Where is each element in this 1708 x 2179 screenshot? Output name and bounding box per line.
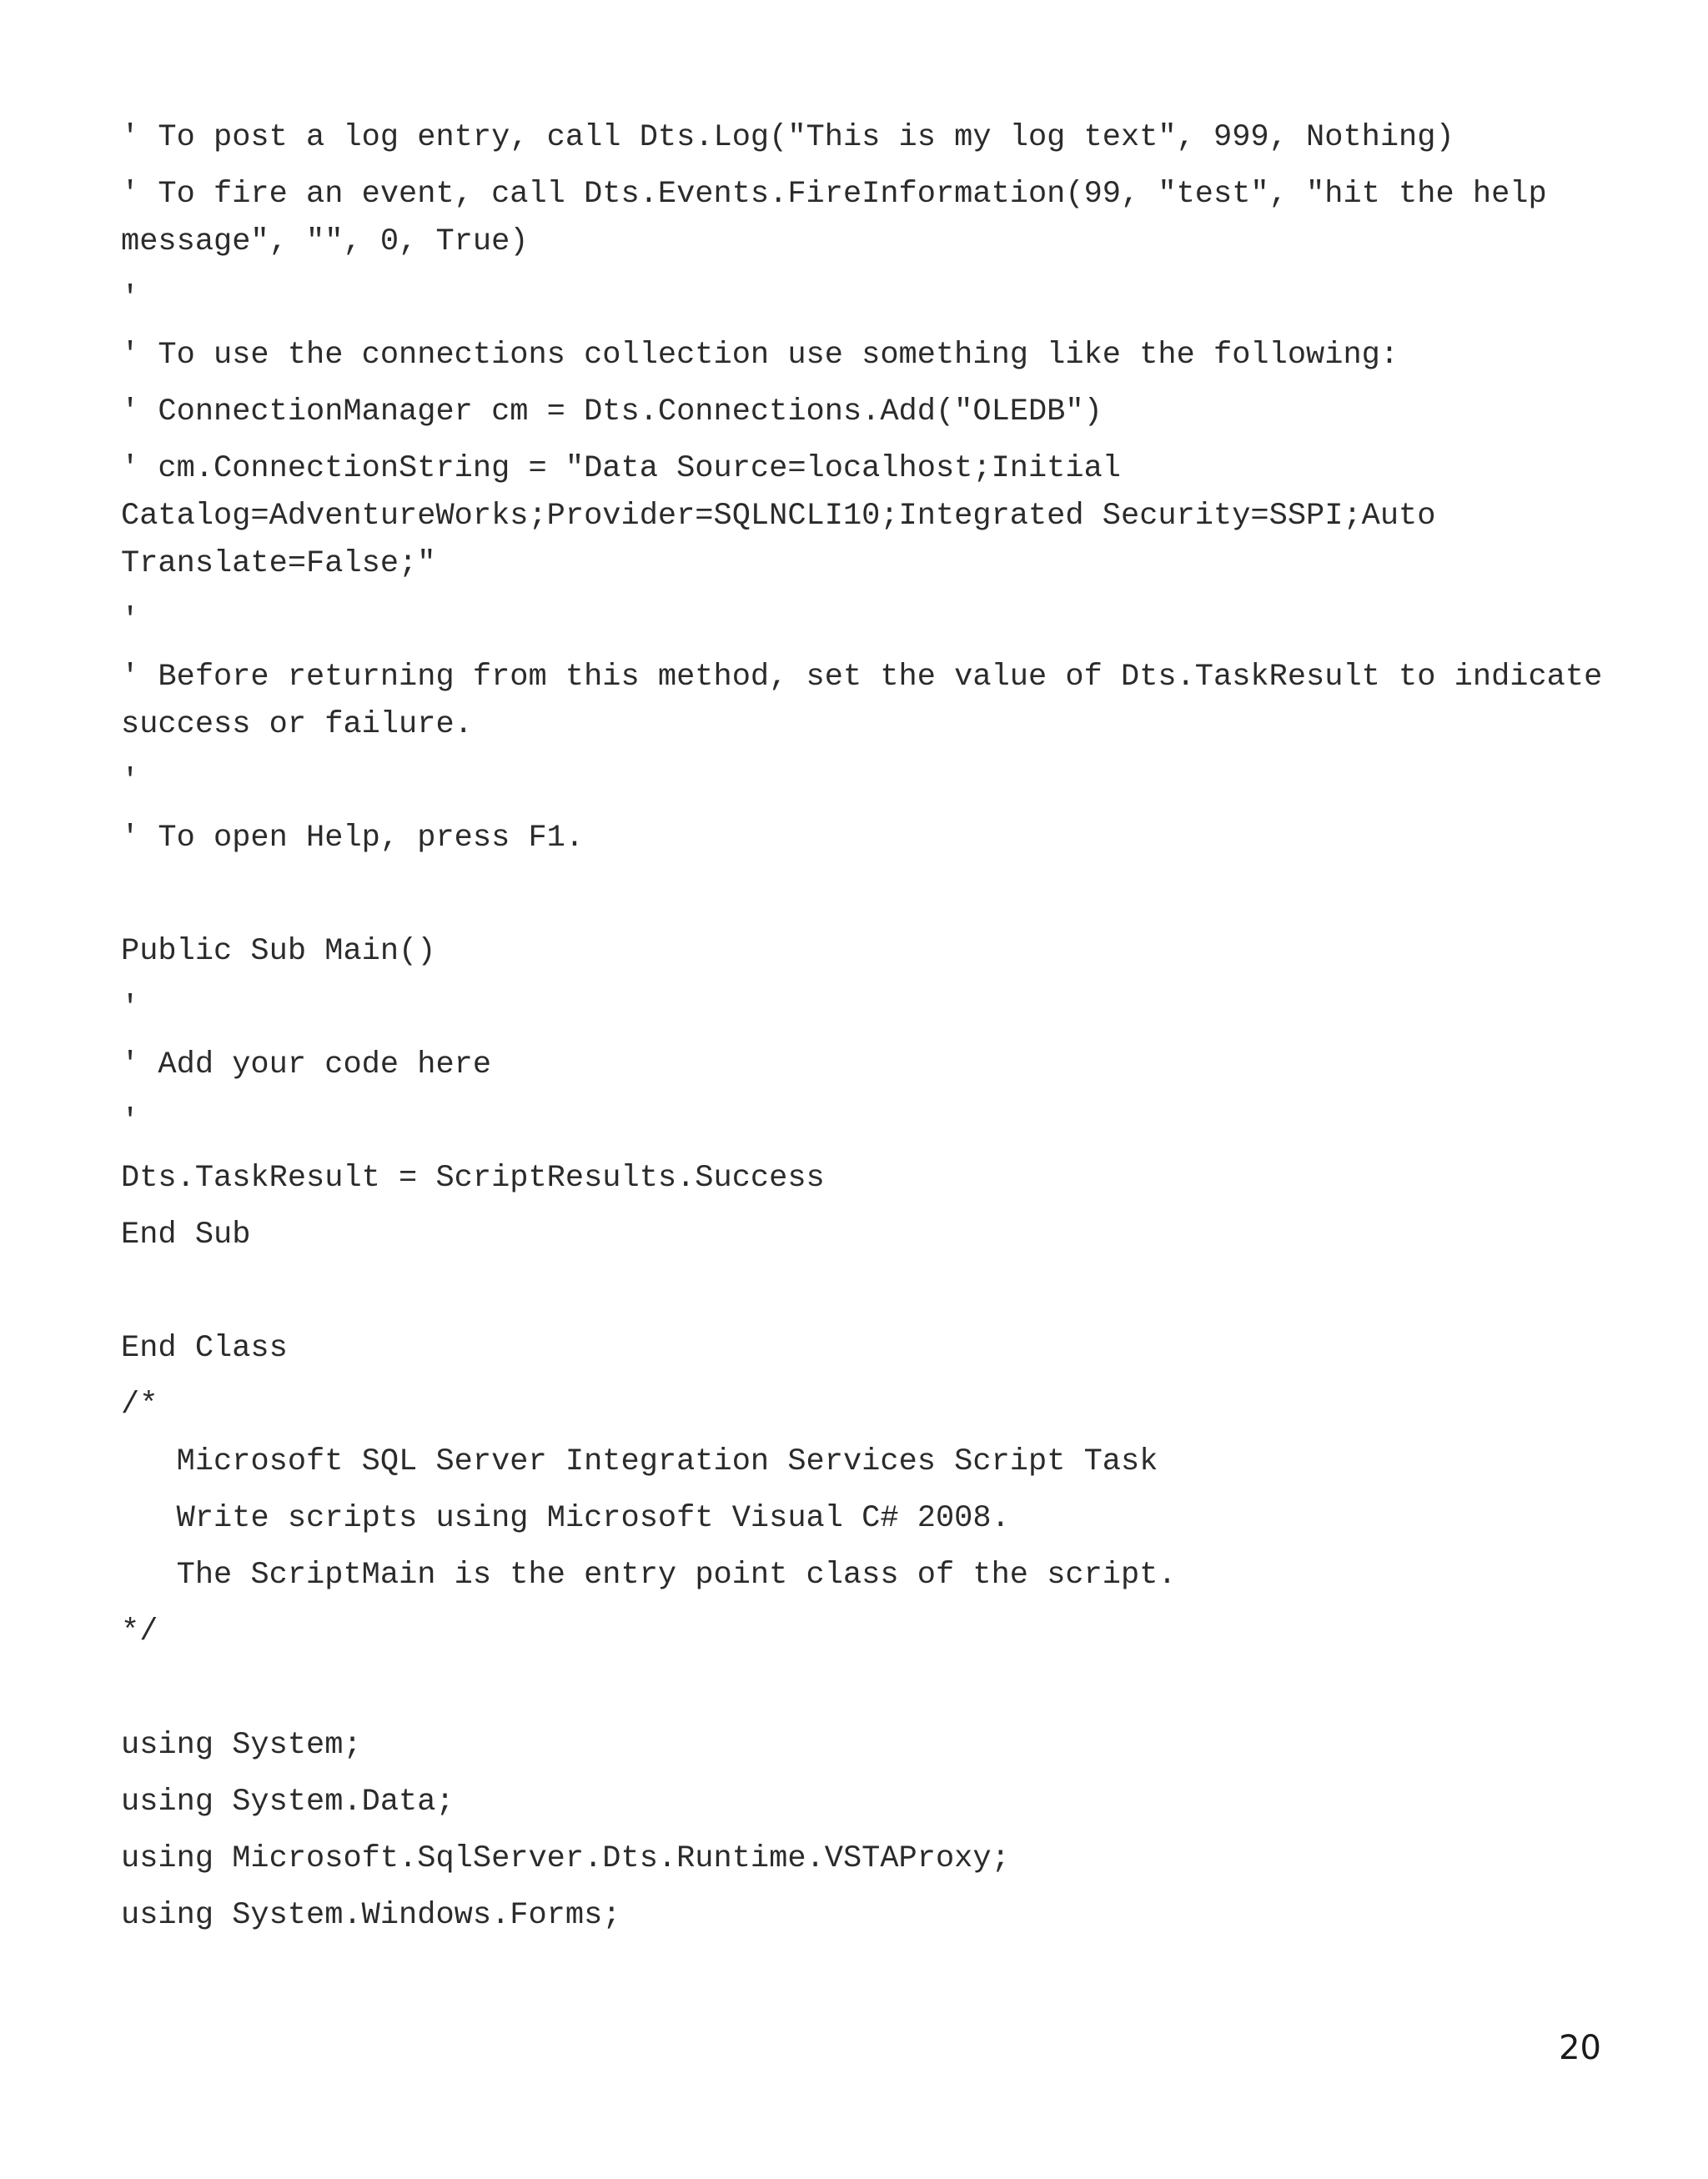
- code-line-blank: [121, 1665, 1605, 1713]
- code-line-blank: [121, 871, 1605, 919]
- code-line-using-windows-forms: using System.Windows.Forms;: [121, 1898, 621, 1933]
- code-line-task-result-assign: Dts.TaskResult = ScriptResults.Success: [121, 1161, 825, 1196]
- code-line-comment-marker: ': [121, 603, 140, 638]
- code-line-using-system: using System;: [121, 1728, 362, 1763]
- code-line-script-task-title: Microsoft SQL Server Integration Services Script Task: [121, 1444, 1158, 1479]
- code-line-comment-marker: ': [121, 764, 140, 799]
- code-line-comment-marker: ': [121, 1104, 140, 1139]
- code-line-using-system-data: using System.Data;: [121, 1785, 455, 1820]
- code-line-sub-main: Public Sub Main(): [121, 934, 436, 969]
- code-listing: [121, 114, 1621, 1949]
- code-line-connection-manager: ' ConnectionManager cm = Dts.Connections.Add("OLEDB"): [121, 394, 1103, 429]
- page-number: 20: [1559, 2029, 1601, 2067]
- code-line-log-entry: ' To post a log entry, call Dts.Log("This is my log text", 999, Nothing): [121, 120, 1454, 155]
- code-line-end-class: End Class: [121, 1331, 288, 1366]
- code-line-open-help: ' To open Help, press F1.: [121, 821, 585, 856]
- code-line-end-sub: End Sub: [121, 1218, 251, 1253]
- code-line-csharp-note: Write scripts using Microsoft Visual C# 2008.: [121, 1501, 1010, 1536]
- code-line-using-vsta-proxy: using Microsoft.SqlServer.Dts.Runtime.VSTAProxy;: [121, 1841, 1010, 1876]
- code-line-block-comment-close: */: [121, 1614, 158, 1649]
- code-line-comment-marker: ': [121, 281, 140, 316]
- code-line-task-result-note: ' Before returning from this method, set the value of Dts.TaskResult to indicate success or failure.: [121, 660, 1621, 742]
- code-line-fire-event: ' To fire an event, call Dts.Events.FireInformation(99, "test", "hit the help message", "", 0, True): [121, 177, 1565, 259]
- code-line-entry-point-note: The ScriptMain is the entry point class of the script.: [121, 1558, 1177, 1593]
- code-line-block-comment-open: /*: [121, 1388, 158, 1423]
- code-line-blank: [121, 1268, 1605, 1316]
- code-line-comment-marker: ': [121, 991, 140, 1026]
- code-line-connection-string: ' cm.ConnectionString = "Data Source=localhost;Initial Catalog=AdventureWorks;Provider=SQLNCLI10;Integrated Security=SSPI;Auto Translate=False;": [121, 451, 1454, 581]
- code-line-add-code: ' Add your code here: [121, 1047, 492, 1082]
- code-line-connections-collection: ' To use the connections collection use something like the following:: [121, 338, 1399, 373]
